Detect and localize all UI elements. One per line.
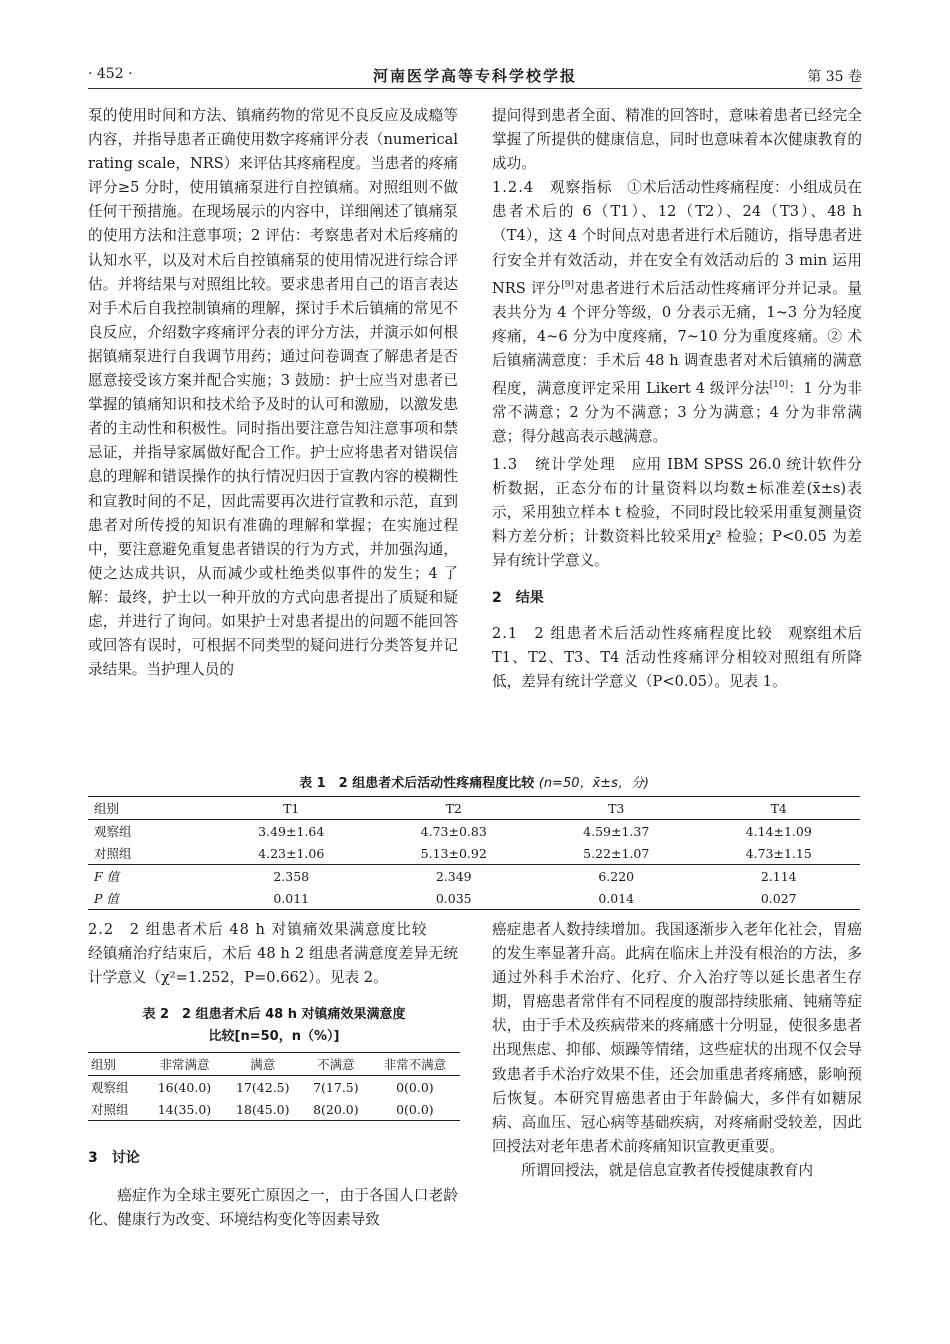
table-cell: 18(45.0): [236, 1101, 290, 1117]
right-column-bottom: [492, 918, 862, 1183]
table-cell: 3.49±1.64: [258, 823, 325, 839]
discussion-paragraph-2: 所谓回授法，就是信息宣教者传授健康教育内: [521, 1161, 814, 1179]
table-row: [88, 865, 860, 888]
section-1-2-4-text: ①术后活动性疼痛程度：小组成员在患者术后的 6（T1）、12（T2）、24（T3）、48 h（T4），这 4 个时间点对患者进行术后随访，指导患者进行安全并有效活动，并在安全有效活动后的 3 min 运用 NRS 评分: [492, 179, 862, 297]
ref-10: [10]: [769, 379, 789, 390]
table-cell: 8(20.0): [313, 1101, 359, 1117]
left-paragraph: 泵的使用时间和方法、镇痛药物的常见不良反应及成瘾等内容，并指导患者正确使用数字疼痛评分表（numerical rating scale，NRS）来评估其疼痛程度。当患者的疼痛评分≥5 分时，使用镇痛泵进行自控镇痛。对照组则不做任何干预措施。在现场展示的内容中，详细阐述了镇痛泵的使用方法和注意事项；2 评估：考察患者对术后疼痛的认知水平，以及对术后自控镇痛泵的使用情况进行综合评估。并将结果与对照组比较。要求患者用自己的语言表达对手术后自我控制镇痛的理解，探讨手术后镇痛的常见不良反应，介绍数字疼痛评分表的评分方法，并演示如何根据镇痛泵进行自我调节用药；通过问卷调查了解患者是否愿意接受该方案并配合实施；3 鼓励：护士应当对患者已掌握的镇痛知识和技术给予及时的认可和激励，以激发患者的主动性和积极性。同时指出要注意告知注意事项和禁忌证，并指导家属做好配合工作。护士应将患者对错误信息的理解和错误操作的执行情况归因于宣教内容的模糊性和宣教时间的不足，因此需要再次进行宣教和示范，直到患者对所传授的知识有准确的理解和掌握；在实施过程中，要注意避免重复患者错误的行为方式，并加强沟通，使之达成共识，从而减少或杜绝类似事件的发生；4 了解：最终，护士以一种开放的方式向患者提出了质疑和疑虑，并进行了询问。如果护士对患者提出的问题不能回答或回答有误时，可根据不同类型的疑问进行分类答复并记录结果。当护理人员的: [88, 107, 458, 679]
table-cell: 对照组: [94, 846, 132, 861]
table-header-cell: 组别: [94, 801, 120, 816]
table-cell: 4.59±1.37: [583, 823, 650, 839]
table-cell: F 值: [94, 869, 120, 884]
table-header-cell: 不满意: [317, 1057, 355, 1072]
right-paragraph-1: 提问得到患者全面、精准的回答时，意味着患者已经完全掌握了所提供的健康信息，同时也意味着本次健康教育的成功。: [492, 107, 862, 173]
section-2-1: [492, 622, 862, 694]
table-cell: 0(0.0): [396, 1079, 434, 1095]
section-2-1-heading: 2.1 2 组患者术后活动性疼痛程度比较: [492, 624, 773, 642]
section-1-2-4-text-c: ：1 分为非常不满意；2 分为不满意；3 分为满意；4 分为非常满意；得分越高表示越满意。: [492, 379, 862, 445]
section-2-heading: 2 结果: [492, 589, 544, 606]
table-row: [88, 1098, 460, 1121]
table-cell: 4.23±1.06: [258, 845, 325, 861]
table-header-cell: 满意: [250, 1057, 276, 1072]
table-1: [88, 796, 860, 910]
table-1-title: 表 1 2 组患者术后活动性疼痛程度比较: [299, 776, 535, 791]
right-column-top: [492, 104, 862, 694]
section-1-2-4: [492, 176, 862, 449]
table-header-cell: 非常满意: [159, 1057, 210, 1072]
table-header-cell: 非常不满意: [383, 1057, 447, 1072]
section-3-text: 癌症作为全球主要死亡原因之一，由于各国人口老龄化、健康行为改变、环境结构变化等因素导致: [88, 1187, 458, 1229]
journal-title: 河南医学高等专科学校学报: [372, 67, 577, 85]
table-cell: 5.13±0.92: [420, 845, 487, 861]
table-2-caption: [88, 1004, 460, 1048]
table-cell: 6.220: [598, 868, 635, 884]
table-2-note: 比较[n=50，n（%）]: [208, 1029, 340, 1044]
section-3-heading: 3 讨论: [88, 1150, 140, 1166]
table-2-header-row: [88, 1053, 460, 1076]
table-cell: 17(42.5): [236, 1079, 290, 1095]
table-1-caption: [88, 772, 860, 791]
section-2-1-text: 观察组术后 T1、T2、T3、T4 活动性疼痛评分相较对照组有所降低，差异有统计学意义（P<0.05）。见表 1。: [492, 624, 862, 690]
table-cell: 4.73±1.15: [745, 845, 812, 861]
table-cell: 2.358: [273, 868, 310, 884]
table-2-title: 表 2 2 组患者术后 48 h 对镇痛效果满意度: [142, 1007, 406, 1022]
table-cell: 4.73±0.83: [420, 823, 487, 839]
table-row: [88, 820, 860, 843]
running-header: [88, 64, 862, 89]
table-cell: 5.22±1.07: [583, 845, 650, 861]
section-1-2-4-text-b: 对患者进行术后活动性疼痛评分并记录。量表共分为 4 个评分等级，0 分表示无痛，1~3 分为轻度疼痛，4~6 分为中度疼痛，7~10 分为重度疼痛。② 术后镇痛满意度：手术后 48 h 调查患者对术后镇痛的满意程度，满意度评定采用 Likert 4 级评分法: [492, 279, 862, 397]
table-cell: 对照组: [91, 1102, 129, 1117]
left-column-top: [88, 104, 458, 682]
table-cell: 0.014: [598, 890, 635, 906]
table-cell: 观察组: [91, 1080, 129, 1095]
table-cell: 7(17.5): [313, 1079, 359, 1095]
section-1-3-heading: 1.3 统计学处理: [492, 456, 617, 474]
table-header-cell: T3: [608, 800, 625, 816]
table-1-header-row: [88, 797, 860, 820]
table-row: [88, 842, 860, 865]
table-row: [88, 887, 860, 910]
table-row: [88, 1076, 460, 1099]
table-cell: 0(0.0): [396, 1101, 434, 1117]
table-header-cell: T4: [770, 800, 787, 816]
table-1-note: (n=50，x̄±s，分): [538, 776, 649, 791]
table-header-cell: T1: [283, 800, 300, 816]
section-1-3-text: 应用 IBM SPSS 26.0 统计软件分析数据，正态分布的计量资料以均数±标准差(x̄±s)表示，采用独立样本 t 检验，不同时段比较采用重复测量资料方差分析；计数资料比较采用χ² 检验；P<0.05 为差异有统计学意义。: [492, 456, 862, 570]
table-cell: 0.035: [435, 890, 472, 906]
section-2-2: [88, 918, 458, 942]
table-cell: 16(40.0): [157, 1079, 212, 1095]
section-1-2-4-heading: 1.2.4 观察指标: [492, 179, 613, 197]
ref-9: [9]: [561, 279, 575, 290]
table-header-cell: 组别: [91, 1057, 117, 1072]
table-cell: 0.027: [760, 890, 797, 906]
left-column-bottom: [88, 918, 458, 990]
table-header-cell: T2: [445, 800, 462, 816]
page-number: · 452 ·: [88, 66, 133, 82]
table-cell: 2.349: [435, 868, 472, 884]
table-cell: P 值: [94, 891, 119, 906]
volume-label: 第 35 卷: [807, 69, 862, 85]
section-2-2-heading: 2.2 2 组患者术后 48 h 对镇痛效果满意度比较: [88, 921, 428, 938]
table-2: [88, 1052, 460, 1121]
section-2-2-text: 经镇痛治疗结束后，术后 48 h 2 组患者满意度差异无统计学意义（χ²=1.252，P=0.662）。见表 2。: [88, 945, 458, 987]
table-cell: 2.114: [760, 868, 797, 884]
left-column-discussion: [88, 1146, 458, 1232]
table-cell: 14(35.0): [157, 1101, 212, 1117]
discussion-paragraph-1: 癌症患者人数持续增加。我国逐渐步入老年化社会，胃癌的发生率显著升高。此病在临床上并没有根治的方法，多通过外科手术治疗、化疗、介入治疗等以延长患者生存期，胃癌患者常伴有不同程度的腹部持续胀痛、钝痛等症状，由于手术及疾病带来的疼痛感十分明显，使很多患者出现焦虑、抑郁、烦躁等情绪，这些症状的出现不仅会导致患者手术治疗效果不佳，还会加重患者疼痛感，影响预后恢复。本研究胃癌患者由于年龄偏大，多伴有如糖尿病、高血压、冠心病等基础疾病，对疼痛耐受较差，因此回授法对老年患者术前疼痛知识宣教更重要。: [492, 921, 862, 1155]
table-cell: 4.14±1.09: [745, 823, 812, 839]
table-cell: 观察组: [94, 824, 132, 839]
section-1-3: [492, 453, 862, 573]
table-cell: 0.011: [273, 890, 310, 906]
